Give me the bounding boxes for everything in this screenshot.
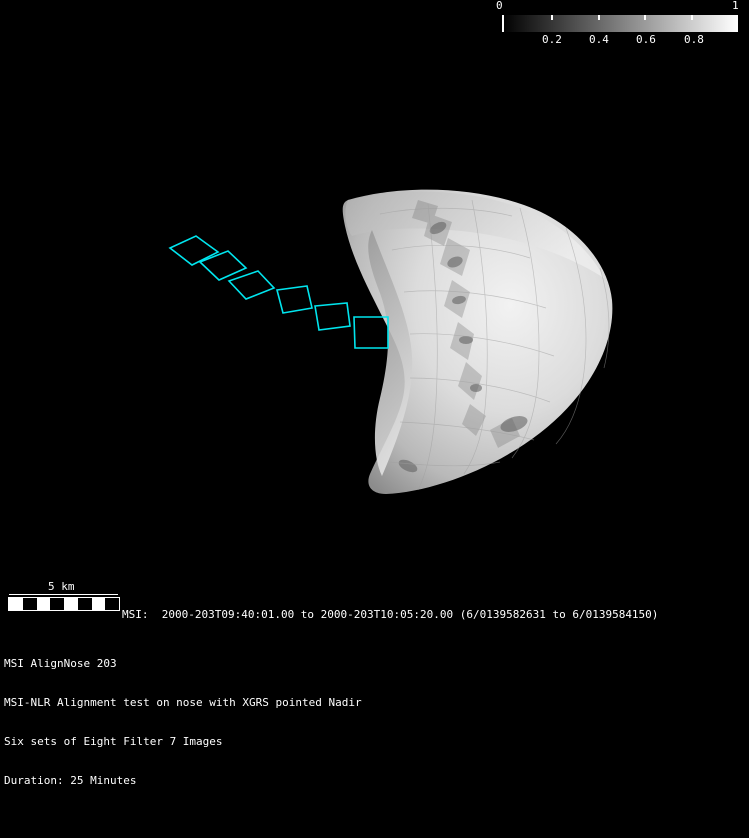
footprint-1 xyxy=(170,236,218,265)
footprint-4 xyxy=(277,286,312,313)
caption-line-purpose: MSI-NLR Alignment test on nose with XGRS pointed Nadir xyxy=(4,696,362,709)
caption-line-title: MSI AlignNose 203 xyxy=(4,657,117,670)
observation-timespan: MSI: 2000-203T09:40:01.00 to 2000-203T10:05:20.00 (6/0139582631 to 6/0139584150) xyxy=(122,608,659,621)
scale-bar-segment xyxy=(92,598,106,610)
colorbar-tick-label: 0.4 xyxy=(589,33,609,46)
scale-bar-segment xyxy=(37,598,51,610)
footprint-3 xyxy=(229,271,274,299)
caption-line-sets: Six sets of Eight Filter 7 Images xyxy=(4,735,223,748)
colorbar-tick-label: 0.6 xyxy=(636,33,656,46)
colorbar-max-label: 1 xyxy=(732,0,739,12)
observation-caption xyxy=(4,631,362,800)
scale-bar-segment xyxy=(23,598,37,610)
colorbar-tick-label: 0.8 xyxy=(684,33,704,46)
colorbar-min-label: 0 xyxy=(496,0,503,12)
scale-bar-segment xyxy=(78,598,92,610)
caption-line-duration: Duration: 25 Minutes xyxy=(4,774,137,787)
scale-bar-label: 5 km xyxy=(48,580,75,593)
scale-bar xyxy=(4,580,124,620)
colorbar-tick-label: 0.2 xyxy=(542,33,562,46)
footprint-6 xyxy=(354,317,388,348)
scale-bar-segment xyxy=(64,598,78,610)
scale-bar-segment xyxy=(50,598,64,610)
scale-bar-rule xyxy=(9,594,118,595)
scale-bar-segment xyxy=(9,598,23,610)
footprint-5 xyxy=(315,303,350,330)
asteroid-body xyxy=(343,190,613,494)
footprint-2 xyxy=(200,251,246,280)
scale-bar-segment xyxy=(105,598,119,610)
scale-bar-checker xyxy=(8,597,120,611)
